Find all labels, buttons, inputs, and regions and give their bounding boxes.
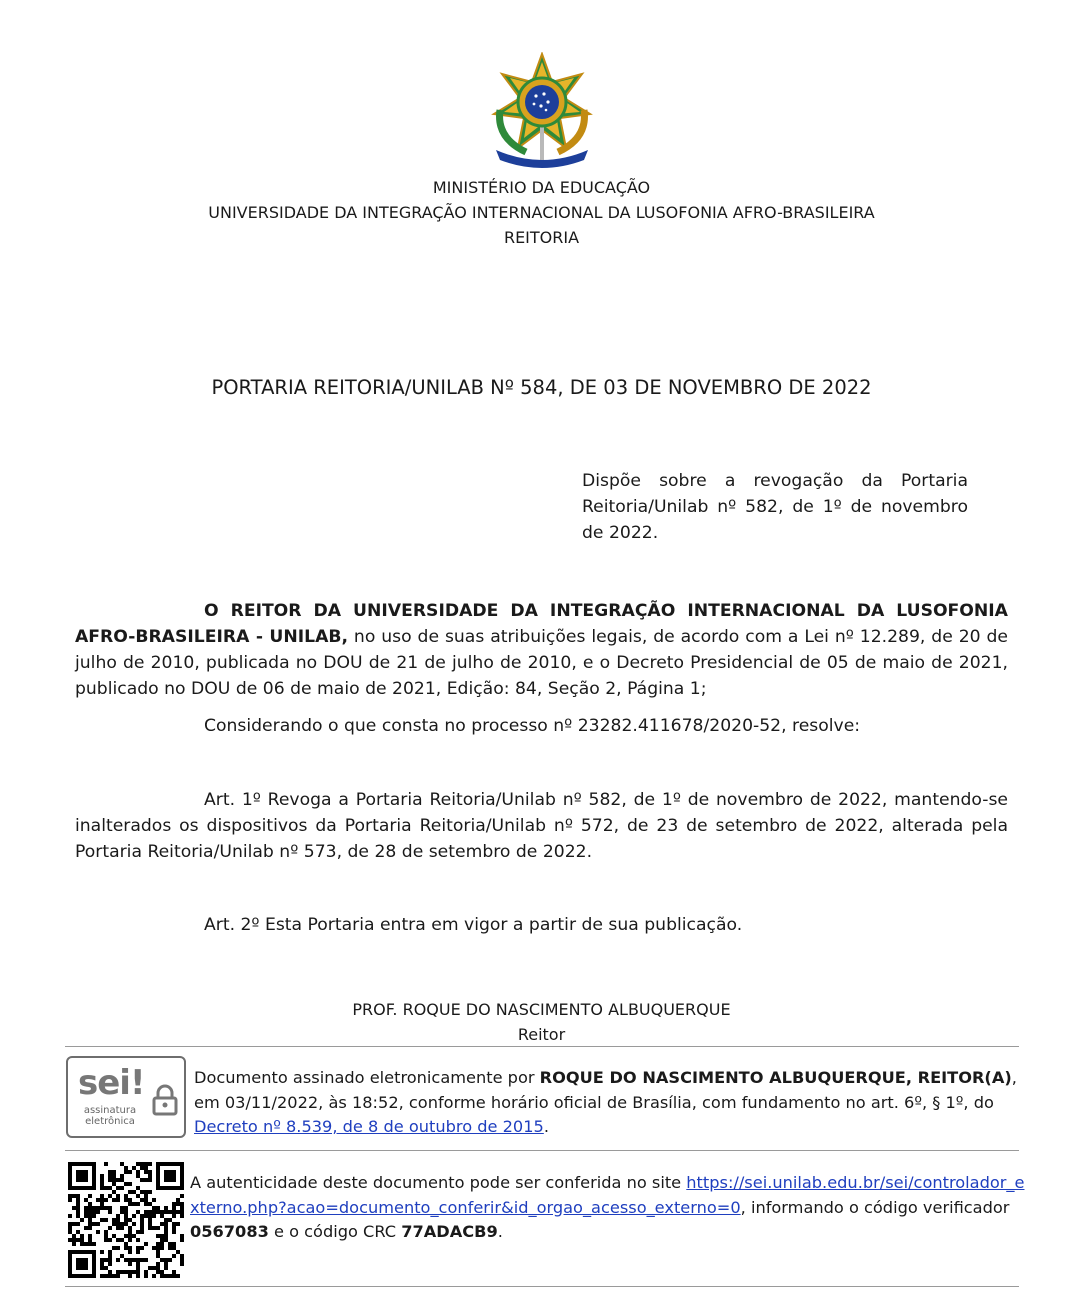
article-2: Art. 2º Esta Portaria entra em vigor a partir de sua publicação. xyxy=(204,915,743,935)
ementa: Dispõe sobre a revogação da Portaria Reitoria/Unilab nº 582, de 1º de novembro de 2022. xyxy=(582,471,968,543)
signature-suffix: . xyxy=(543,1117,549,1136)
signatory-role: Reitor xyxy=(517,1025,566,1044)
authenticity-middle: , informando o código verificador xyxy=(740,1197,1010,1217)
document-title: PORTARIA REITORIA/UNILAB Nº 584, DE 03 DE NOVEMBRO DE 2022 xyxy=(211,376,872,399)
preamble-bold: O REITOR DA UNIVERSIDADE DA INTEGRAÇÃO INTERNACIONAL DA LUSOFONIA AFRO-BRASILEIRA - UNILAB, xyxy=(75,601,1008,647)
crc-code: 77ADACB9 xyxy=(401,1222,498,1241)
sei-logo: sei! xyxy=(78,1063,145,1103)
article-1: Art. 1º Revoga a Portaria Reitoria/Unilab nº 582, de 1º de novembro de 2022, mantendo-se inalterados os dispositivos da Portaria Reitoria/Unilab nº 572, de 23 de setembro de 2022, alterada pela Portaria Reitoria/Unilab nº 573, de 28 de setembro de 2022. xyxy=(75,790,1008,862)
signatory-name: PROF. ROQUE DO NASCIMENTO ALBUQUERQUE xyxy=(352,1000,731,1019)
signature-middle: , em 03/11/2022, às 18:52, conforme horário oficial de Brasília, com fundamento no art. 6º, § 1º, do xyxy=(194,1068,1017,1112)
ministry-heading: MINISTÉRIO DA EDUCAÇÃO xyxy=(432,178,651,197)
office-heading: REITORIA xyxy=(503,228,580,247)
signer-name: ROQUE DO NASCIMENTO ALBUQUERQUE, REITOR(A) xyxy=(539,1068,1012,1087)
lock-icon xyxy=(152,1084,178,1116)
divider-middle xyxy=(65,1150,1019,1151)
authenticity-middle-2: e o código CRC xyxy=(268,1222,402,1241)
verification-url-link[interactable]: https://sei.unilab.edu.br/sei/controlador_externo.php?acao=documento_conferir&id_orgao_acesso_externo=0 xyxy=(190,1173,1025,1217)
verifier-code: 0567083 xyxy=(190,1222,269,1241)
seal-line-2: eletrônica xyxy=(85,1116,135,1127)
sei-signature-seal xyxy=(66,1056,186,1138)
authenticity-text xyxy=(190,1171,1025,1245)
authenticity-prefix: A autenticidade deste documento pode ser conferida no site xyxy=(190,1173,687,1192)
signature-prefix: Documento assinado eletronicamente por xyxy=(194,1068,540,1087)
brazil-coat-of-arms-emblem xyxy=(486,52,598,168)
authenticity-suffix: . xyxy=(497,1222,503,1241)
considering-paragraph: Considerando o que consta no processo nº 23282.411678/2020-52, resolve: xyxy=(204,716,861,736)
divider-bottom xyxy=(65,1286,1019,1287)
electronic-signature-text xyxy=(194,1066,1024,1140)
preamble-paragraph xyxy=(75,598,1008,702)
sei-seal-caption xyxy=(80,1105,140,1127)
university-heading: UNIVERSIDADE DA INTEGRAÇÃO INTERNACIONAL DA LUSOFONIA AFRO-BRASILEIRA xyxy=(208,203,875,222)
seal-line-1: assinatura xyxy=(83,1105,137,1116)
qr-code xyxy=(68,1162,184,1278)
divider-top xyxy=(65,1046,1019,1047)
preamble-text: no uso de suas atribuições legais, de acordo com a Lei nº 12.289, de 20 de julho de 2010, publicada no DOU de 21 de julho de 2010, e o Decreto Presidencial de 05 de maio de 2021, publicado no DOU de 06 de maio de 2021, Edição: 84, Seção 2, Página 1; xyxy=(75,627,1008,699)
decree-link[interactable]: Decreto nº 8.539, de 8 de outubro de 2015 xyxy=(194,1117,544,1136)
